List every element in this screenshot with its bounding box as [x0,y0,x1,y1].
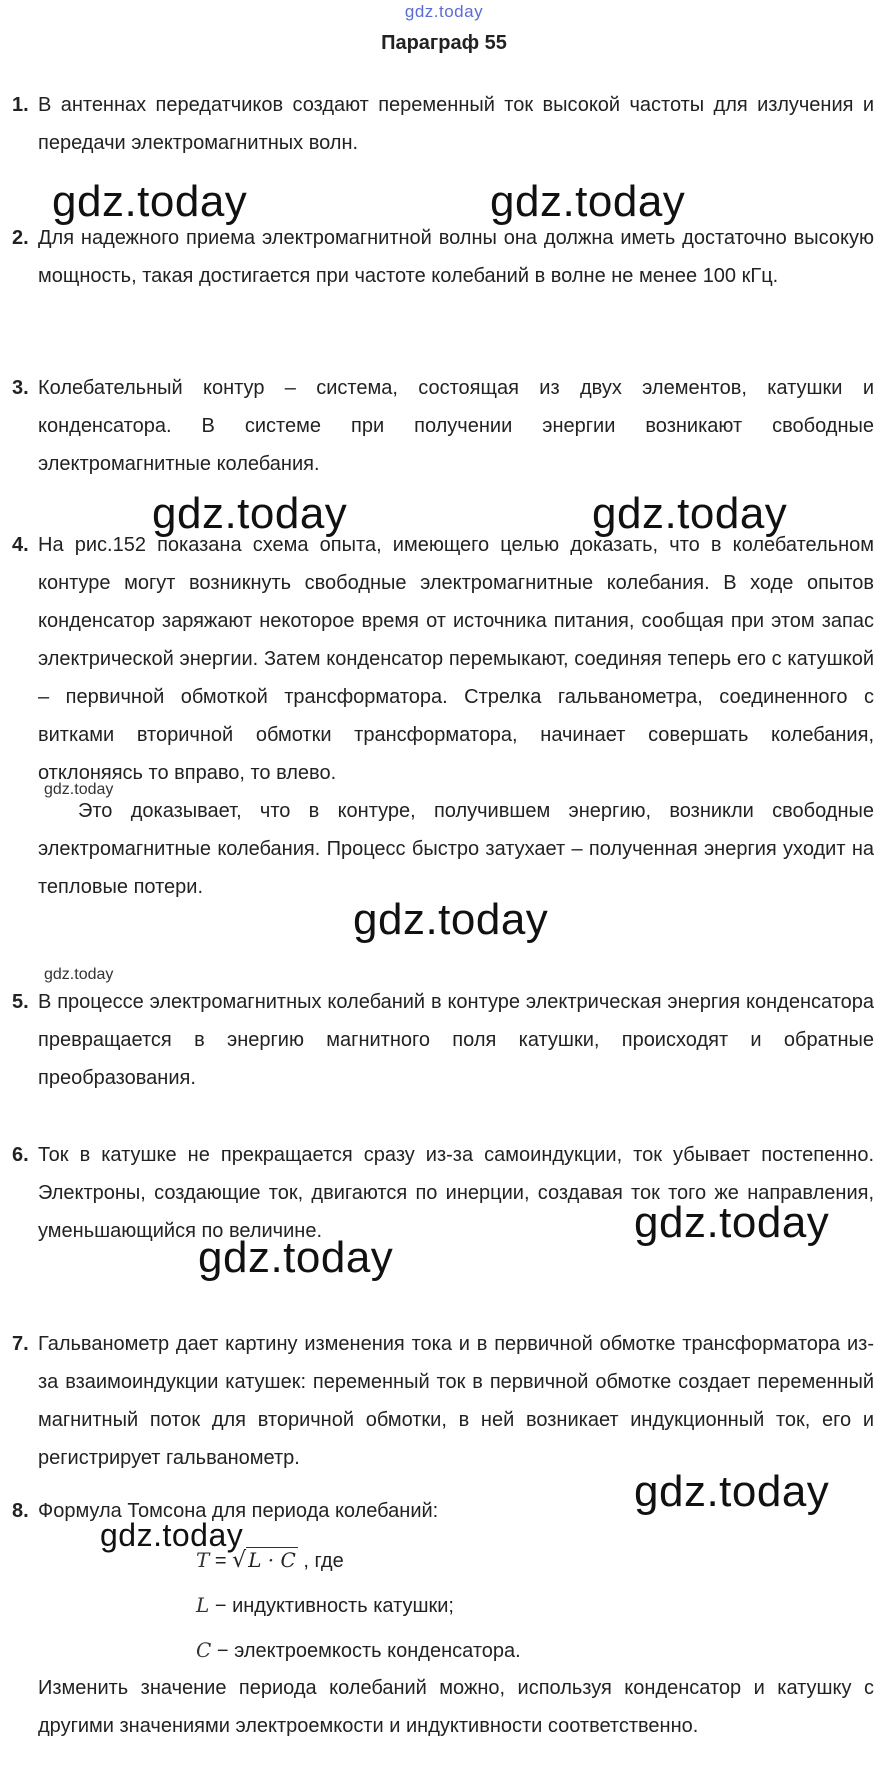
formula-lhs: T [196,1548,210,1572]
watermark: gdz.today [353,895,549,944]
item-number: 5. [12,991,29,1013]
list-item-1 [12,86,874,162]
conclusion-text: Изменить значение периода колебаний можно, используя конденсатор и катушку с другими значениями электроемкости и индуктивности соответственно. [38,1677,874,1737]
thomson-formula [196,1538,521,1673]
page-title: Параграф 55 [381,32,507,54]
formula-eq: = [209,1550,233,1572]
watermark: gdz.today [100,1517,244,1553]
item-number: 1. [12,94,29,116]
item-text: В процессе электромагнитных колебаний в контуре электрическая энергия конденсатора превращается в энергию магнитного поля катушки, происходят и обратные преобразования. [38,991,874,1089]
definition-inductance [196,1583,521,1628]
item-text: В антеннах передатчиков создают переменный ток высокой частоты для излучения и передачи электромагнитных волн. [38,94,874,154]
site-mark: gdz.today [404,2,484,21]
definition-symbol: C [196,1638,212,1662]
radical-sign: √ [232,1548,247,1573]
item-number: 8. [12,1500,29,1522]
watermark: gdz.today [634,1198,830,1247]
item-number: 2. [12,227,29,249]
definition-text: − электроемкость конденсатора. [211,1640,521,1662]
watermark: gdz.today [490,177,686,226]
item-text: Колебательный контур – система, состоящая из двух элементов, катушки и конденсатора. В системе при получении энергии возникают свободные электромагнитные колебания. [38,377,874,475]
conclusion-block [12,1669,874,1745]
watermark: gdz.today [52,177,248,226]
list-item-4 [12,526,874,906]
formula-line [196,1538,521,1583]
item-text: Формула Томсона для периода колебаний: [38,1500,439,1522]
watermark-small: gdz.today [44,966,114,983]
radicand: L · C [248,1548,296,1572]
item-number: 3. [12,377,29,399]
definition-capacitance [196,1628,521,1673]
formula-suffix: , где [297,1550,344,1572]
list-item-2 [12,219,874,295]
item-number: 7. [12,1333,29,1355]
watermark: gdz.today [592,489,788,538]
definition-symbol: L [196,1593,210,1617]
list-item-5 [12,983,874,1097]
list-item-3 [12,369,874,483]
item-text: Гальванометр дает картину изменения тока и в первичной обмотке трансформатора из-за взаимоиндукции катушек: переменный ток в первичной обмотке создает переменный магнитный поток для вторичной обмотки, в ней возникает индукционный ток, его и регистрирует гальванометр. [38,1333,874,1469]
watermark-small: gdz.today [44,781,114,798]
watermark: gdz.today [634,1467,830,1516]
item-number: 4. [12,534,29,556]
item-text: Ток в катушке не прекращается сразу из-за самоиндукции, ток убывает постепенно. Электроны, создающие ток, двигаются по инерции, создавая ток того же направления, уменьшающийся по величине. [38,1144,874,1242]
item-number: 6. [12,1144,29,1166]
item-text: Для надежного приема электромагнитной волны она должна иметь достаточно высокую мощность, такая достигается при частоте колебаний в волне не менее 100 кГц. [38,227,874,287]
list-item-7 [12,1325,874,1477]
watermark: gdz.today [152,489,348,538]
item-text: На рис.152 показана схема опыта, имеющего целью доказать, что в колебательном контуре могут возникнуть свободные электромагнитные колебания. В ходе опытов конденсатор заряжают некоторое время от источника питания, сообщая при этом запас электрической энергии. Затем конденсатор перемыкают, соединяя теперь его с катушкой – первичной обмоткой трансформатора. Стрелка гальванометра, соединенного с витками вторичной обмотки трансформатора, начинает совершать колебания, отклоняясь то вправо, то влево. [38,534,874,784]
item-text-continued: Это доказывает, что в контуре, получившем энергию, возникли свободные электромагнитные колебания. Процесс быстро затухает – полученная энергия уходит на тепловые потери. [38,800,874,898]
definition-text: − индуктивность катушки; [209,1595,454,1617]
watermark: gdz.today [198,1233,394,1282]
